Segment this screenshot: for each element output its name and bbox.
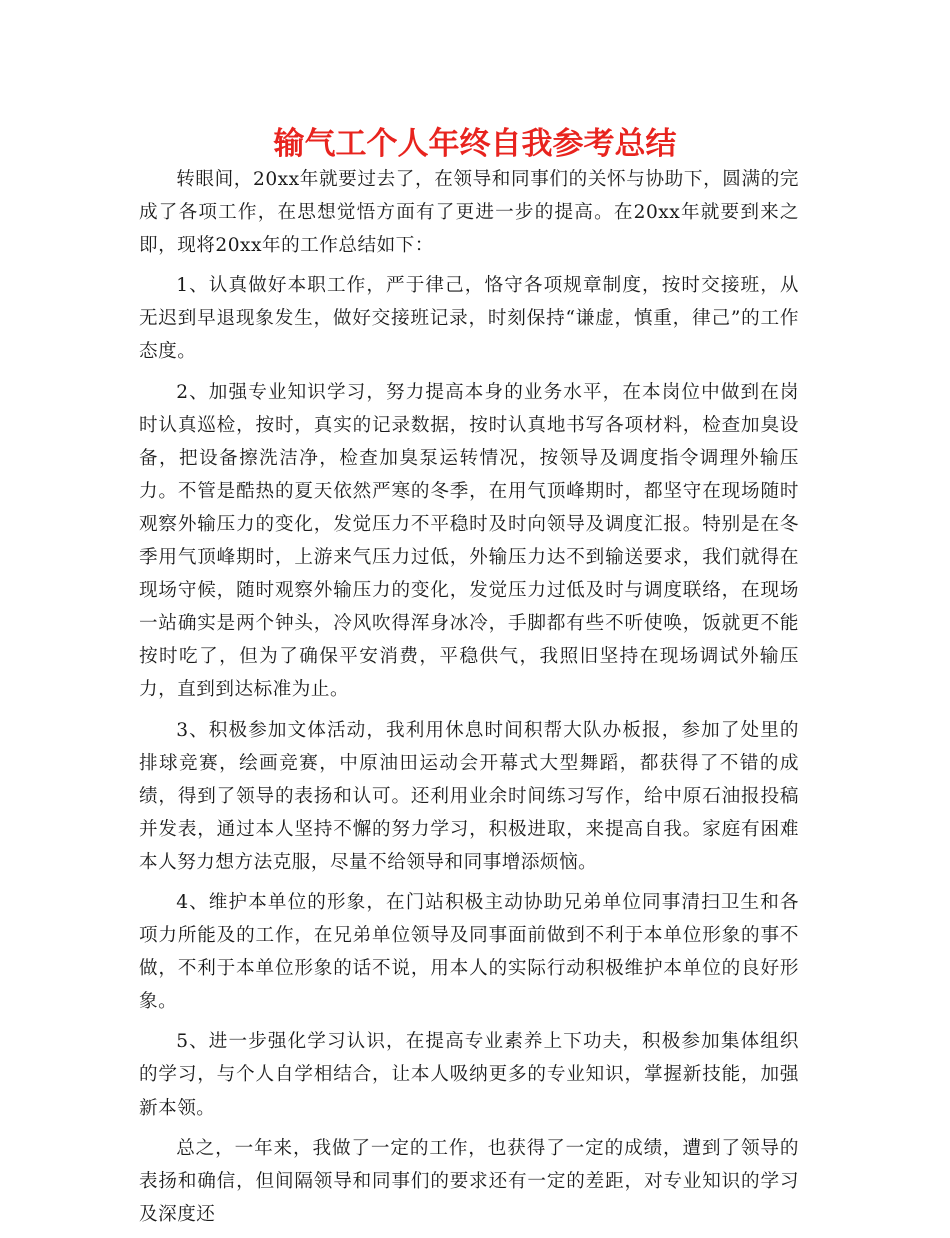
- paragraph-item-4: 4、维护本单位的形象，在门站积极主动协助兄弟单位同事清扫卫生和各项力所能及的工作，在兄弟单位领导及同事面前做到不利于本单位形象的事不做，不利于本单位形象的话不说，用本人的实际行动积极维护本单位的良好形象。: [139, 891, 799, 1013]
- paragraph-intro: 转眼间，20xx年就要过去了，在领导和同事们的关怀与协助下，圆满的完成了各项工作，在思想觉悟方面有了更进一步的提高。在20xx年就要到来之即，现将20xx年的工作总结如下：: [139, 169, 799, 257]
- document-body: [139, 163, 799, 1238]
- paragraph-summary: 总之，一年来，我做了一定的工作，也获得了一定的成绩，遭到了领导的表扬和确信，但间隔领导和同事们的要求还有一定的差距，对专业知识的学习及深度还: [139, 1137, 799, 1225]
- paragraph-item-5: 5、进一步强化学习认识，在提高专业素养上下功夫，积极参加集体组织的学习，与个人自学相结合，让本人吸纳更多的专业知识，掌握新技能，加强新本领。: [139, 1031, 799, 1119]
- document-title: 输气工个人年终自我参考总结: [273, 126, 677, 162]
- paragraph-item-2: 2、加强专业知识学习，努力提高本身的业务水平，在本岗位中做到在岗时认真巡检，按时，真实的记录数据，按时认真地书写各项材料，检查加臭设备，把设备擦洗洁净，检查加臭泵运转情况，按领导及调度指令调理外输压力。不管是酷热的夏天依然严寒的冬季，在用气顶峰期时，都坚守在现场随时观察外输压力的变化，发觉压力不平稳时及时向领导及调度汇报。特别是在冬季用气顶峰期时，上游来气压力过低，外输压力达不到输送要求，我们就得在现场守候，随时观察外输压力的变化，发觉压力过低及时与调度联络，在现场一站确实是两个钟头，冷风吹得浑身冰冷，手脚都有些不听使唤，饭就更不能按时吃了，但为了确保平安消费，平稳供气，我照旧坚持在现场调试外输压力，直到到达标准为止。: [139, 381, 799, 701]
- paragraph-item-1: 1、认真做好本职工作，严于律己，恪守各项规章制度，按时交接班，从无迟到早退现象发生，做好交接班记录，时刻保持“谦虚，慎重，律己”的工作态度。: [139, 275, 799, 363]
- paragraph-item-3: 3、积极参加文体活动，我利用休息时间积帮大队办板报，参加了处里的排球竞赛，绘画竞赛，中原油田运动会开幕式大型舞蹈，都获得了不错的成绩，得到了领导的表扬和认可。还利用业余时间练习写作，给中原石油报投稿并发表，通过本人坚持不懈的努力学习，积极进取，来提高自我。家庭有困难本人努力想方法克服，尽量不给领导和同事增添烦恼。: [139, 719, 799, 873]
